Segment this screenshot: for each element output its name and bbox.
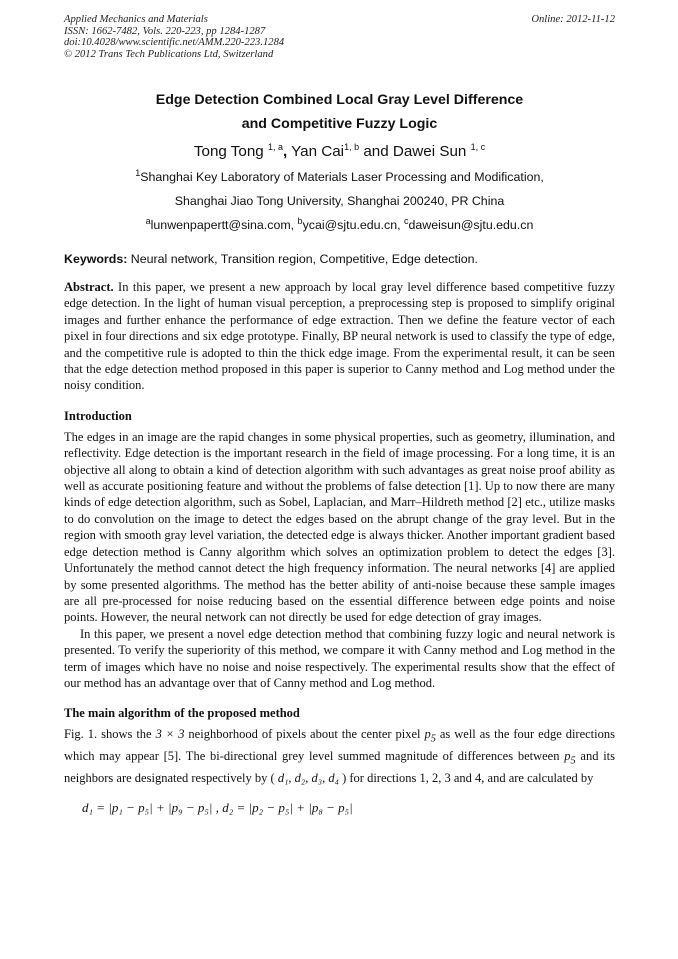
author-name: Dawei Sun bbox=[392, 143, 467, 160]
affiliation-line-2: Shanghai Jiao Tong University, Shanghai 200240, PR China bbox=[174, 194, 505, 208]
title-line-1: Edge Detection Combined Local Gray Level Difference bbox=[155, 92, 524, 108]
journal-header bbox=[64, 14, 615, 66]
journal-name: Applied Mechanics and Materials bbox=[64, 14, 208, 25]
math-var: p bbox=[424, 727, 431, 742]
email-address: daweisun@sjtu.edu.cn bbox=[408, 218, 534, 232]
text-run: and its neighbors are designated respectively by ( bbox=[64, 749, 616, 786]
equation-d1-d2: d₁ = |p₁ − p₅| + |p₉ − p₅| , d₂ = |p₂ − p₅| + |p₈ − p₅| bbox=[82, 799, 353, 815]
algorithm-paragraph bbox=[64, 726, 615, 786]
intro-paragraph-2: In this paper, we present a novel edge detection method that combining fuzzy logic and neural network is presented. To verify the superiority of this method, we compare it with Canny method and Log method in the term of images which have no noise and noise respectively. The experimental results show that the effect of our method has an advantage over that of Canny method and Log method. bbox=[64, 626, 615, 690]
text-run: neighborhood of pixels about the center pixel bbox=[184, 727, 425, 742]
abstract-text: In this paper, we present a new approach by local gray level difference based competitive fuzzy edge detection. In the light of human visual perception, a preprocessing step is proposed to simplify original images and further enhance the performance of edge extraction. Then we define the feature vector of each pixel in four directions and six edge prototype. Finally, BP neural network is used to classify the type of edge, and the competitive rule is adopted to thin the thick edge image. From the experimental result, it can be seen that the edge detection method proposed in this paper is superior to Canny method and Log method under the noisy condition. bbox=[64, 280, 615, 393]
author-affil-mark: 1, a bbox=[267, 141, 283, 152]
doi-line: doi:10.4028/www.scientific.net/AMM.220-223.1284 bbox=[64, 37, 285, 48]
math-sub: 5 bbox=[430, 733, 436, 745]
math-inline bbox=[564, 749, 576, 767]
math-var: p bbox=[564, 749, 571, 764]
author-list: Tong Tong $^{1, a}$, Yan Cai$^{1, b}$ and Dawei Sun $^{1, c}$ bbox=[193, 141, 486, 160]
email-address: lunwenpapertt@sina.com, bbox=[150, 218, 298, 232]
section-heading-introduction: Introduction bbox=[64, 408, 132, 423]
author-name: Yan Cai bbox=[291, 143, 345, 160]
text-run: Fig. 1. shows the bbox=[64, 727, 156, 742]
affil-number: 1 bbox=[135, 167, 141, 178]
intro-paragraph-1: The edges in an image are the rapid changes in some physical properties, such as geometry, illumination, and reflectivity. Edge detection is the important research in the field of image processing. For a long time, it is an objective all along to obtain a kind of detection algorithm with such advantages as great noise proof ability as well as accurate positioning feature and without the problems of false detection [1]. Up to now there are many kinds of edge detection algorithm, such as Sobel, Laplacian, and Marr–Hildreth method [2] etc., utilize masks to do convolution on the image to detect the edges based on the abrupt change of the gray level. But in the region with smooth gray level variation, the detected edge is always thicker. Another important gradient based edge detection method is Canny algorithm which solves an optimization problem to detect the edges [3]. Unfortunately the method cannot detect the high frequency information. The neural networks [4] are applied by some presented algorithms. The method has the better ability of anti-noise because these sample images are all pre-processed for noise reducing based on the essential difference between edge points and noise points. However, the neural network can not directly be used for edge detection of gray images. bbox=[64, 429, 615, 625]
author-affil-mark: 1, b bbox=[344, 141, 360, 152]
email-mark: c bbox=[404, 215, 409, 226]
math-inline: d₁, d₂, d₃, d₄ bbox=[277, 771, 339, 786]
text-run: ) for directions 1, 2, 3 and 4, and are calculated by bbox=[338, 771, 594, 786]
math-inline bbox=[424, 727, 436, 745]
math-sub: 5 bbox=[570, 755, 576, 767]
abstract-paragraph bbox=[64, 279, 615, 394]
email-mark: a bbox=[145, 215, 151, 226]
affiliation-block bbox=[64, 165, 615, 237]
author-conjunction: and bbox=[363, 143, 389, 160]
section-heading-main-algorithm: The main algorithm of the proposed method bbox=[64, 706, 300, 721]
affiliation-line-1 bbox=[64, 165, 615, 189]
keywords-text: Neural network, Transition region, Competitive, Edge detection. bbox=[127, 252, 478, 266]
paper-page bbox=[64, 14, 615, 817]
issn-line: ISSN: 1662-7482, Vols. 220-223, pp 1284-1287 bbox=[64, 25, 266, 37]
author-name: Tong Tong bbox=[193, 143, 264, 160]
affil-text: Shanghai Key Laboratory of Materials Laser Processing and Modification, bbox=[140, 170, 544, 184]
author-affil-mark: 1, c bbox=[470, 141, 486, 152]
paper-title bbox=[64, 88, 615, 136]
title-line-2: and Competitive Fuzzy Logic bbox=[241, 116, 438, 132]
online-date: Online: 2012-11-12 bbox=[531, 14, 615, 25]
email-mark: b bbox=[297, 215, 303, 226]
abstract-label: Abstract. bbox=[64, 280, 114, 294]
email-address: ycai@sjtu.edu.cn, bbox=[302, 218, 404, 232]
text-run: as well as the four edge directions which may appear [5]. The bi-directional grey level summed magnitude of differences between bbox=[64, 727, 615, 764]
header-info bbox=[64, 14, 484, 60]
keywords-label: Keywords: bbox=[64, 252, 128, 266]
math-inline: 3 × 3 bbox=[155, 727, 185, 742]
email-line bbox=[64, 213, 615, 237]
copyright-line: © 2012 Trans Tech Publications Ltd, Switzerland bbox=[64, 48, 274, 60]
keywords-line bbox=[64, 251, 615, 267]
